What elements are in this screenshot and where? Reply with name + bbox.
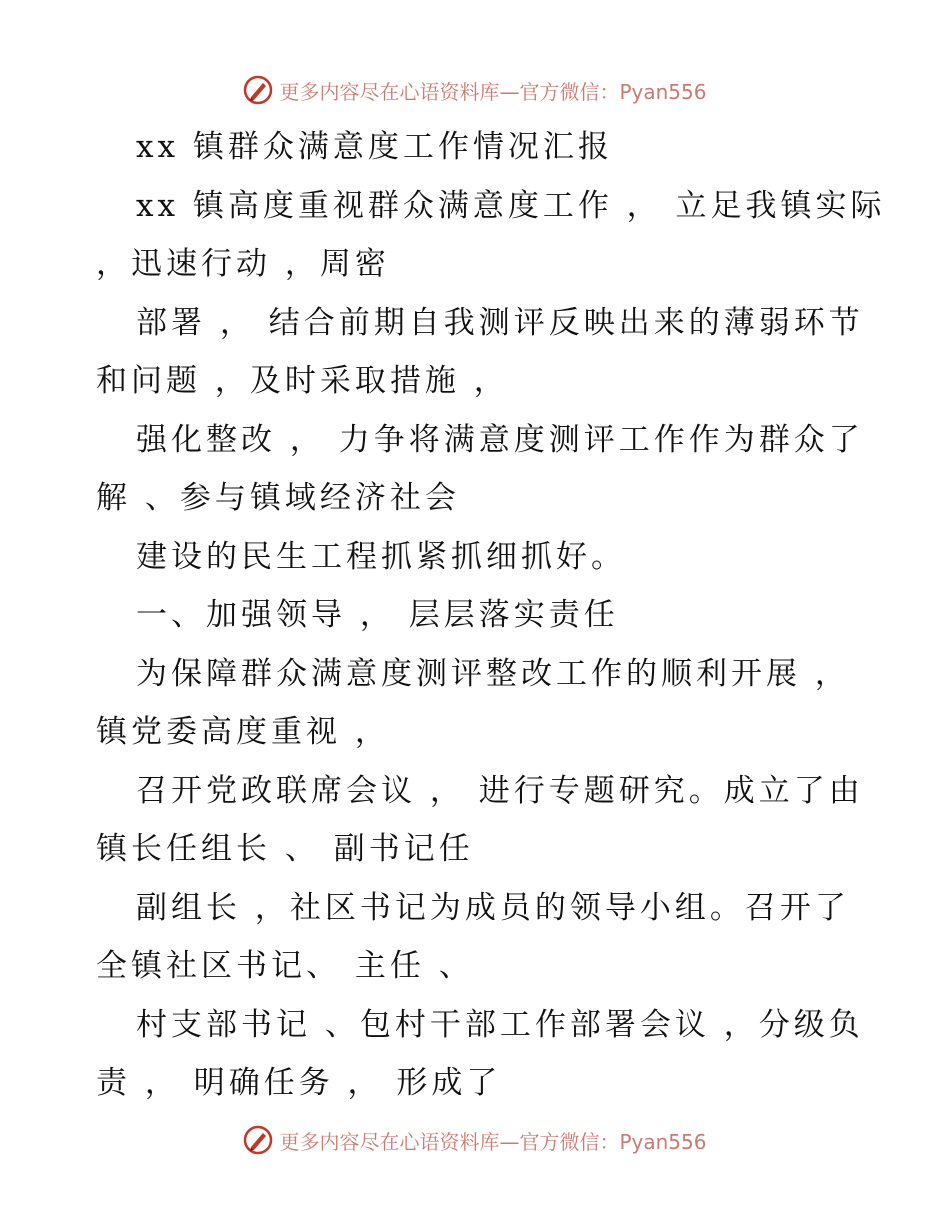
text-line: 召开党政联席会议 ， 进行专题研究。成立了由 [136,772,864,809]
watermark-text: 更多内容尽在心语资料库—官方微信：Pyan556 [279,1129,707,1154]
text-line: ，迅速行动 ，周密 [96,246,390,282]
text-line: 副组长 ，社区书记为成员的领导小组。召开了 [136,889,850,926]
text-line: xx 镇群众满意度工作情况汇报 [136,129,613,165]
text-line: 镇长任组长 、 副书记任 [96,831,474,867]
text-line: 部署 ， 结合前期自我测评反映出来的薄弱环节 [136,304,864,341]
text-line: 全镇社区书记、 主任 、 [96,948,474,984]
pen-logo-icon [243,75,273,105]
text-line: 责 ， 明确任务 ， 形成了 [96,1065,502,1101]
watermark-text: 更多内容尽在心语资料库—官方微信：Pyan556 [279,79,707,104]
watermark-banner-bottom [0,1120,950,1160]
text-line: 强化整改 ， 力争将满意度测评工作作为群众了 [136,421,864,458]
text-line: 解 、参与镇域经济社会 [96,480,460,516]
pen-logo-icon [243,1125,273,1155]
text-line: 一、加强领导 ， 层层落实责任 [136,597,619,633]
text-line: 建设的民生工程抓紧抓细抓好。 [136,538,626,575]
text-line: 村支部书记 、包村干部工作部署会议 ，分级负 [136,1006,864,1043]
text-line: xx 镇高度重视群众满意度工作 ， 立足我镇实际 [136,187,886,224]
text-line: 为保障群众满意度测评整改工作的顺利开展 ， [136,655,850,692]
text-line: 镇党委高度重视 ， [96,714,390,750]
text-line: 和问题 ，及时采取措施 ， [96,363,509,399]
watermark-banner-top [0,70,950,110]
